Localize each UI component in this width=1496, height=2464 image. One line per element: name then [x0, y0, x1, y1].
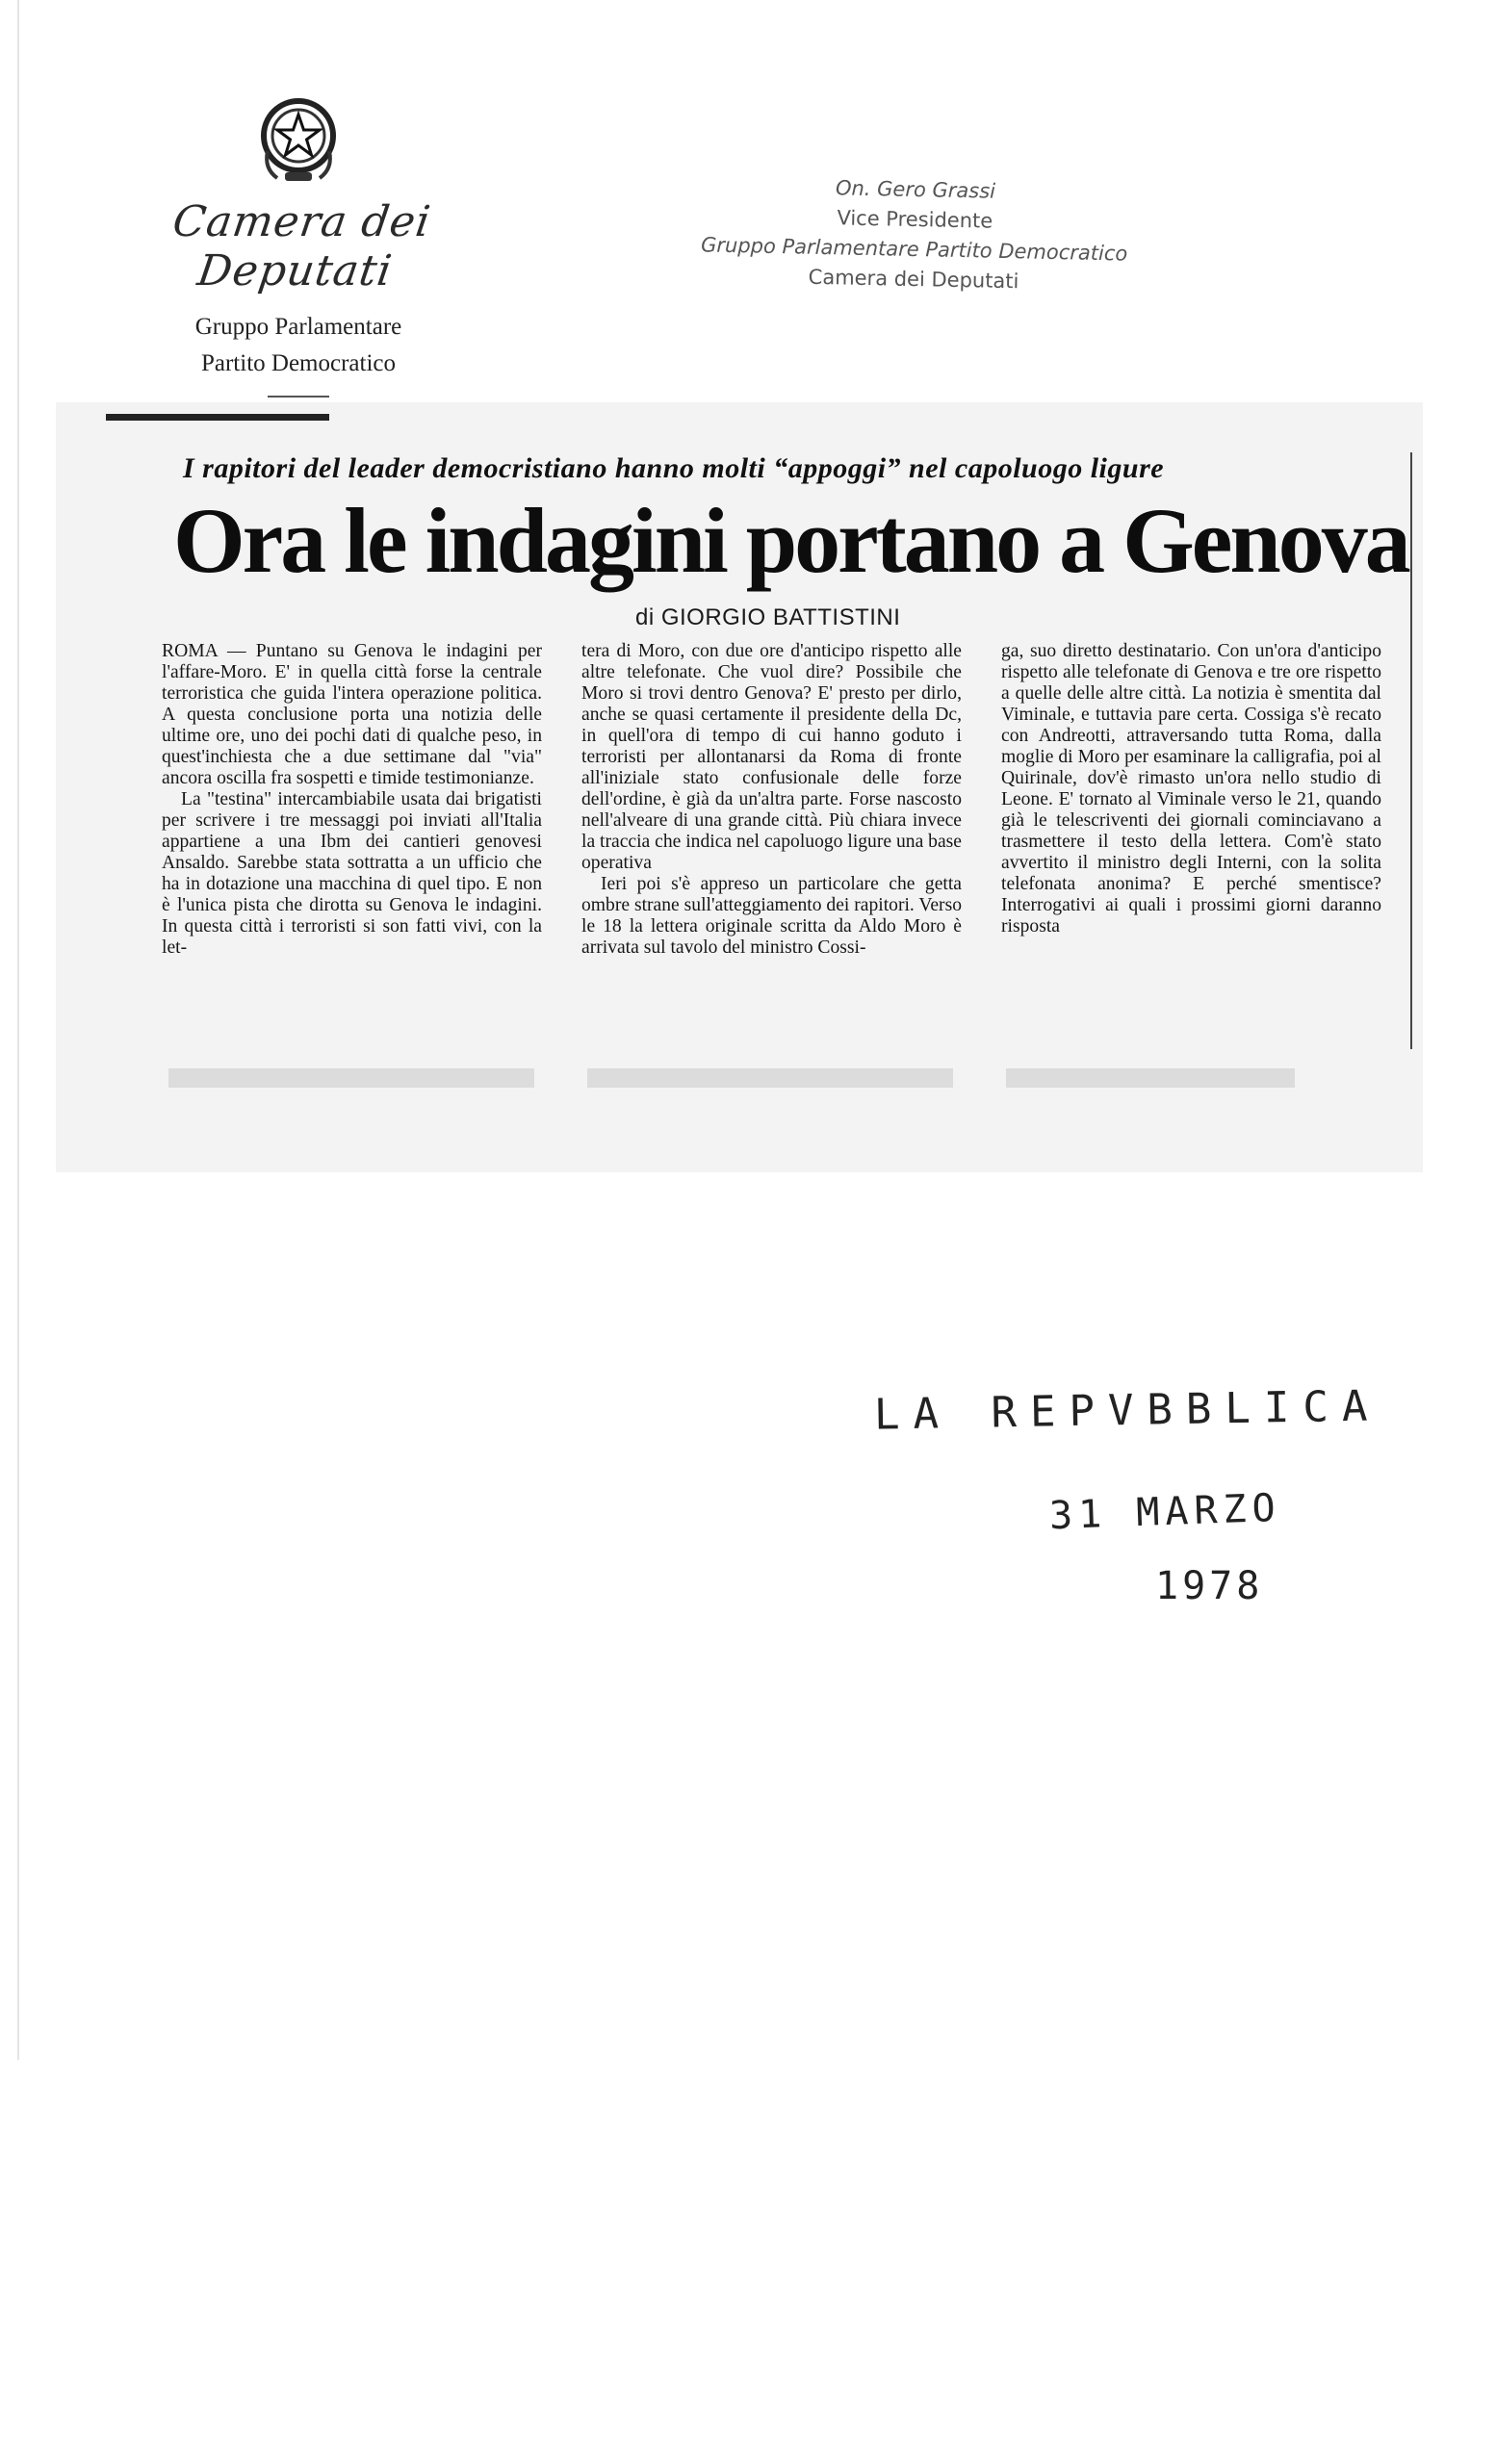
handwritten-newspaper-name: LA REPVBBLICA [873, 1381, 1381, 1440]
faded-text-strip [168, 1068, 534, 1088]
group-line-1: Gruppo Parlamentare [194, 314, 402, 340]
column-2-paragraph-1: tera di Moro, con due ore d'anticipo rispetto alle altre telefonate. Che vuol dire? Possibile che Moro si trovi dentro Genova? E' presto per dirlo, anche se quasi certamente il presidente della Dc, in quell'ora di tempo di cui hanno goduto i terroristi per allontanarsi da Roma di fronte all'iniziale stato confusionale delle forze dell'ordine, è già da un'altra parte. Forse nascosto nell'alveare di una grande città. Più chiara invece la traccia che indica nel capoluogo ligure una base operativa [581, 641, 962, 873]
clipping-right-rule [1410, 452, 1412, 1049]
faded-text-strip [587, 1068, 953, 1088]
article-column-2 [581, 641, 962, 959]
stamp-line-3: Gruppo Parlamentare Partito Democratico [700, 233, 1128, 266]
column-2-paragraph-2: Ieri poi s'è appreso un particolare che getta ombre strane sull'atteggiamento dei rapitori. Verso le 18 la lettera originale scritta da Aldo Moro è arrivata sul tavolo del ministro Cossi- [581, 874, 962, 958]
stamp-line-1: On. Gero Grassi [835, 176, 996, 203]
article-column-1 [162, 641, 542, 959]
column-1-paragraph-1: ROMA — Puntano su Genova le indagini per l'affare-Moro. E' in quella città forse la centrale terroristica che guida l'intera operazione politica. A questa conclusione porta una notizia delle ultime ore, uno dei pochi dati di qualche peso, in quest'inchiesta che a due settimane dal "via" ancora oscilla fra sospetti e timide testimonianze. [162, 641, 542, 788]
clipping-top-rule [106, 414, 329, 421]
letterhead [87, 91, 510, 434]
chamber-name: Camera dei Deputati [169, 197, 434, 295]
column-1-paragraph-2: La "testina" intercambiabile usata dai brigatisti per scrivere i tre messaggi poi inviati all'Italia appartiene a una Ibm dei cantieri genovesi Ansaldo. Sarebbe stata sottratta a un ufficio che ha in dotazione una macchina di quel tipo. E non è l'unica pista che dirotta su Genova le indagini. In questa città i terroristi si son fatti vivi, con la let- [162, 789, 542, 958]
handwritten-year: 1978 [1155, 1564, 1264, 1608]
italian-republic-emblem-icon [254, 91, 343, 188]
article-headline: Ora le indagini portano a Genova [173, 489, 1408, 592]
group-line-2: Partito Democratico [200, 350, 396, 376]
article-column-3 [1001, 641, 1381, 937]
office-stamp [692, 170, 1137, 299]
column-3-paragraph-1: ga, suo diretto destinatario. Con un'ora d'anticipo rispetto alle telefonate di Genova e tre ore rispetto a quelle delle altre città. La notizia è smentita dal Viminale, e tuttavia pare certa. Cossiga s'è recato con Andreotti, attraversando tutta Roma, dalla moglie di Moro per esaminare la calligrafia, poi al Quirinale, dov'è rimasto un'ora nello studio di Leone. E' tornato al Viminale verso le 21, quando già le telescriventi dei giornali cominciavano a trasmettere il testo della lettera. Com'è stato avvertito il ministro degli Interni, con la solita telefonata anonima? E perché smentisce? Interrogativi ai quali i prossimi giorni daranno risposta [1001, 641, 1381, 937]
scan-edge [17, 0, 19, 2060]
handwritten-date: 31 MARZO [1048, 1485, 1282, 1539]
article-byline: di GIORGIO BATTISTINI [635, 604, 901, 630]
article-kicker: I rapitori del leader democristiano hanno molti “appoggi” nel capoluogo ligure [183, 452, 1165, 484]
stamp-line-2: Vice Presidente [837, 206, 993, 233]
faded-text-strip [1006, 1068, 1295, 1088]
stamp-line-4: Camera dei Deputati [808, 265, 1019, 294]
letterhead-divider [268, 396, 329, 398]
